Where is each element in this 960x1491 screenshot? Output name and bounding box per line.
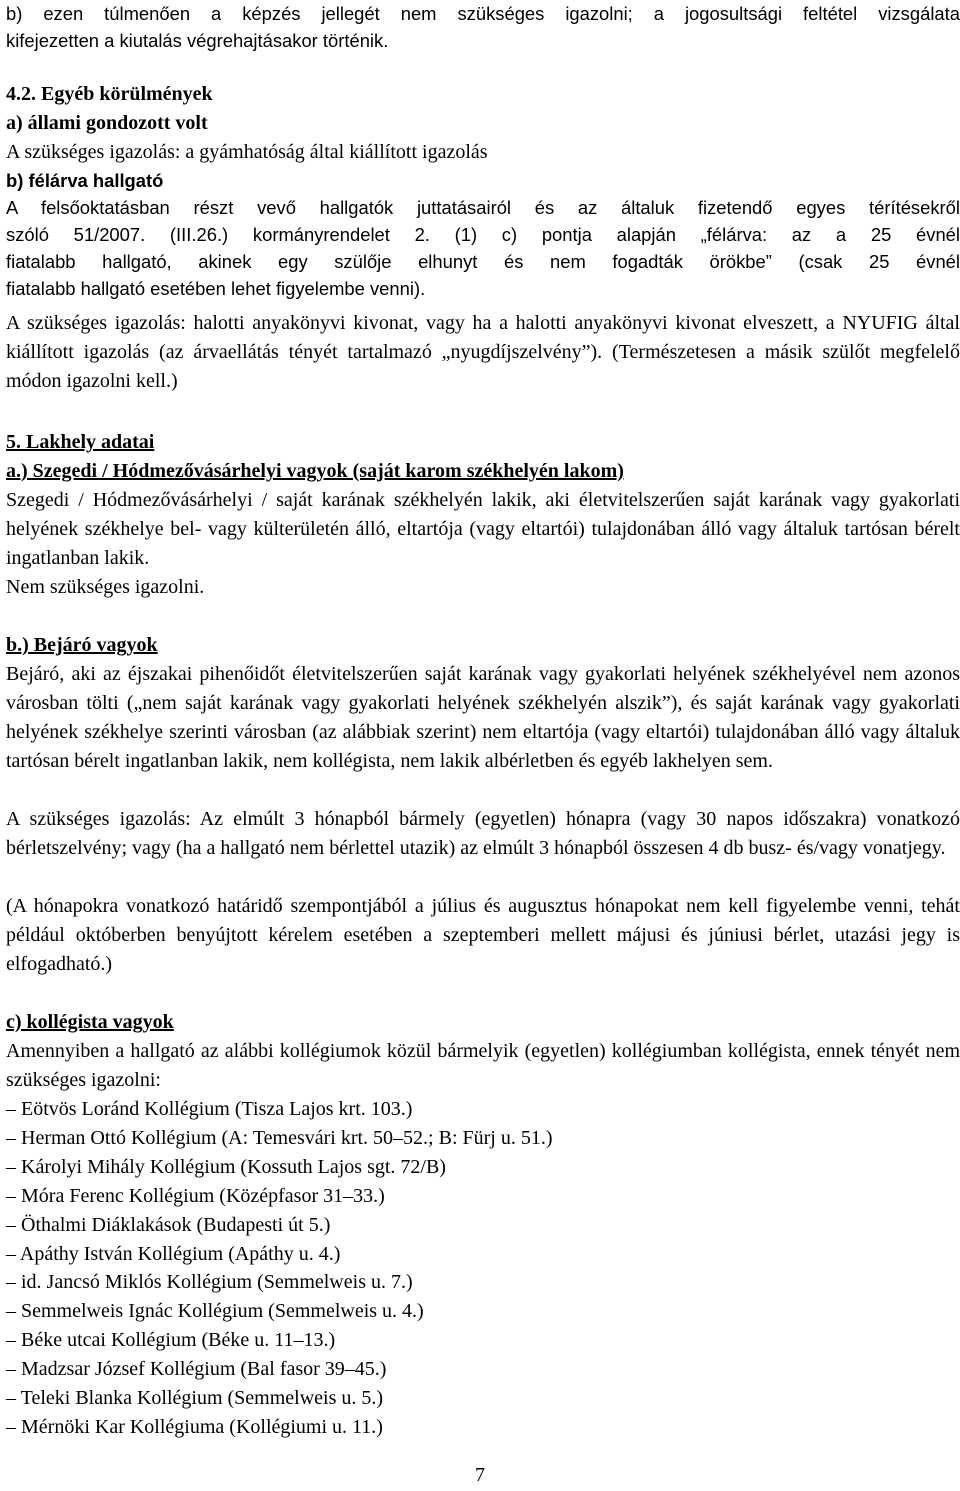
intro-paragraph — [6, 0, 960, 54]
list-item: – Madzsar József Kollégium (Bal fasor 39–45.) — [6, 1358, 387, 1381]
list-item: – Móra Ferenc Kollégium (Középfasor 31–33.) — [6, 1184, 385, 1207]
list-item: – Semmelweis Ignác Kollégium (Semmelweis u. 4.) — [6, 1300, 424, 1323]
intro-line-1: b) ezen túlmenően a képzés jellegét nem szükséges igazolni; a jogosultsági feltétel vizsgálata — [6, 3, 960, 24]
section-4-2-a-text: A szükséges igazolás: a gyámhatóság által kiállított igazolás — [6, 141, 488, 163]
dormitory-list — [6, 1095, 553, 1442]
section-4-2-a-heading: a) állami gondozott volt — [6, 112, 208, 134]
section-4-2-b-proof: A szükséges igazolás: halotti anyakönyvi kivonat, vagy ha a halotti anyakönyvi kivonat elveszett, a NYUFIG által kiállított igazolás (az árvaellátás tényét tartalmazó „nyugdíjszelvény”). (Természetesen a másik szülőt megfelelő módon igazolni kell.) — [6, 312, 960, 392]
b-para-line-1: A felsőoktatásban részt vevő hallgatók juttatásairól és az általuk fizetendő egyes térítésekről — [6, 197, 960, 218]
list-item: – id. Jancsó Miklós Kollégium (Semmelweis u. 7.) — [6, 1271, 413, 1294]
section-4-2-b-heading: b) félárva hallgató — [6, 170, 164, 191]
section-5-heading: 5. Lakhely adatai — [6, 431, 155, 453]
section-5-b-proof: A szükséges igazolás: Az elmúlt 3 hónapból bármely (egyetlen) hónapra (vagy 30 napos időszakra) vonatkozó bérletszelvény; vagy (ha a hallgató nem bérlettel utazik) az elmúlt 3 hónapból összesen 4 db busz- és/vagy vonatjegy. — [6, 808, 960, 859]
b-para-line-2: szóló 51/2007. (III.26.) kormányrendelet 2. (1) c) pontja alapján „félárva: az a 25 évnél — [6, 224, 960, 245]
section-5-a-note: Nem szükséges igazolni. — [6, 576, 205, 598]
list-item: – Béke utcai Kollégium (Béke u. 11–13.) — [6, 1329, 336, 1352]
page-number: 7 — [475, 1464, 485, 1486]
section-4-2-b-paragraph — [6, 194, 960, 302]
list-item: – Apáthy István Kollégium (Apáthy u. 4.) — [6, 1242, 341, 1265]
section-5-b-note: (A hónapokra vonatkozó határidő szempontjából a július és augusztus hónapokat nem kell figyelembe venni, tehát például októberben benyújtott kérelem esetében a szeptemberi mellett májusi és júniusi bérlet, utazási jegy is elfogadható.) — [6, 895, 960, 975]
list-item: – Mérnöki Kar Kollégiuma (Kollégiumi u. 11.) — [6, 1415, 383, 1438]
list-item: – Teleki Blanka Kollégium (Semmelweis u. 5.) — [6, 1387, 384, 1410]
section-5-b-text: Bejáró, aki az éjszakai pihenőidőt életvitelszerűen saját karának vagy gyakorlati helyének székhelyével nem azonos városban tölti („nem saját karának vagy gyakorlati helyének székhelyén alszik”), és saját karának vagy gyakorlati helyének székhelye szerinti városban (az alábbiak szerint) nem eltartója (vagy eltartói) tulajdonában álló vagy általuk tartósan bérelt ingatlanban lakik, nem kollégista, nem lakik albérletben és egyéb lakhelyen sem. — [6, 663, 960, 772]
section-5-a-text: Szegedi / Hódmezővásárhelyi / saját karának székhelyén lakik, aki életvitelszerűen saját karának vagy gyakorlati helyének székhelye bel- vagy külterületén álló, eltartója (vagy eltartói) tulajdonában álló vagy általuk tartósan bérelt ingatlanban lakik. — [6, 489, 960, 569]
intro-line-2: kifejezetten a kiutalás végrehajtásakor történik. — [6, 30, 389, 51]
section-5-c-heading: c) kollégista vagyok — [6, 1011, 174, 1033]
section-4-2-heading: 4.2. Egyéb körülmények — [6, 83, 213, 105]
b-para-line-4: fiatalabb hallgató esetében lehet figyelembe venni). — [6, 278, 426, 299]
section-5-c-text: Amennyiben a hallgató az alábbi kollégiumok közül bármelyik (egyetlen) kollégiumban kollégista, ennek tényét nem szükséges igazolni: — [6, 1040, 960, 1091]
list-item: – Herman Ottó Kollégium (A: Temesvári krt. 50–52.; B: Fürj u. 51.) — [6, 1126, 553, 1149]
list-item: – Öthalmi Diáklakások (Budapesti út 5.) — [6, 1213, 331, 1236]
list-item: – Károlyi Mihály Kollégium (Kossuth Lajos sgt. 72/B) — [6, 1155, 446, 1178]
section-5-a-heading: a.) Szegedi / Hódmezővásárhelyi vagyok (saját karom székhelyén lakom) — [6, 460, 624, 482]
b-para-line-3: fiatalabb hallgató, akinek egy szülője elhunyt és nem fogadták örökbe” (csak 25 évnél — [6, 251, 960, 272]
list-item: – Eötvös Loránd Kollégium (Tisza Lajos krt. 103.) — [6, 1098, 413, 1120]
section-5-b-heading: b.) Bejáró vagyok — [6, 634, 158, 656]
